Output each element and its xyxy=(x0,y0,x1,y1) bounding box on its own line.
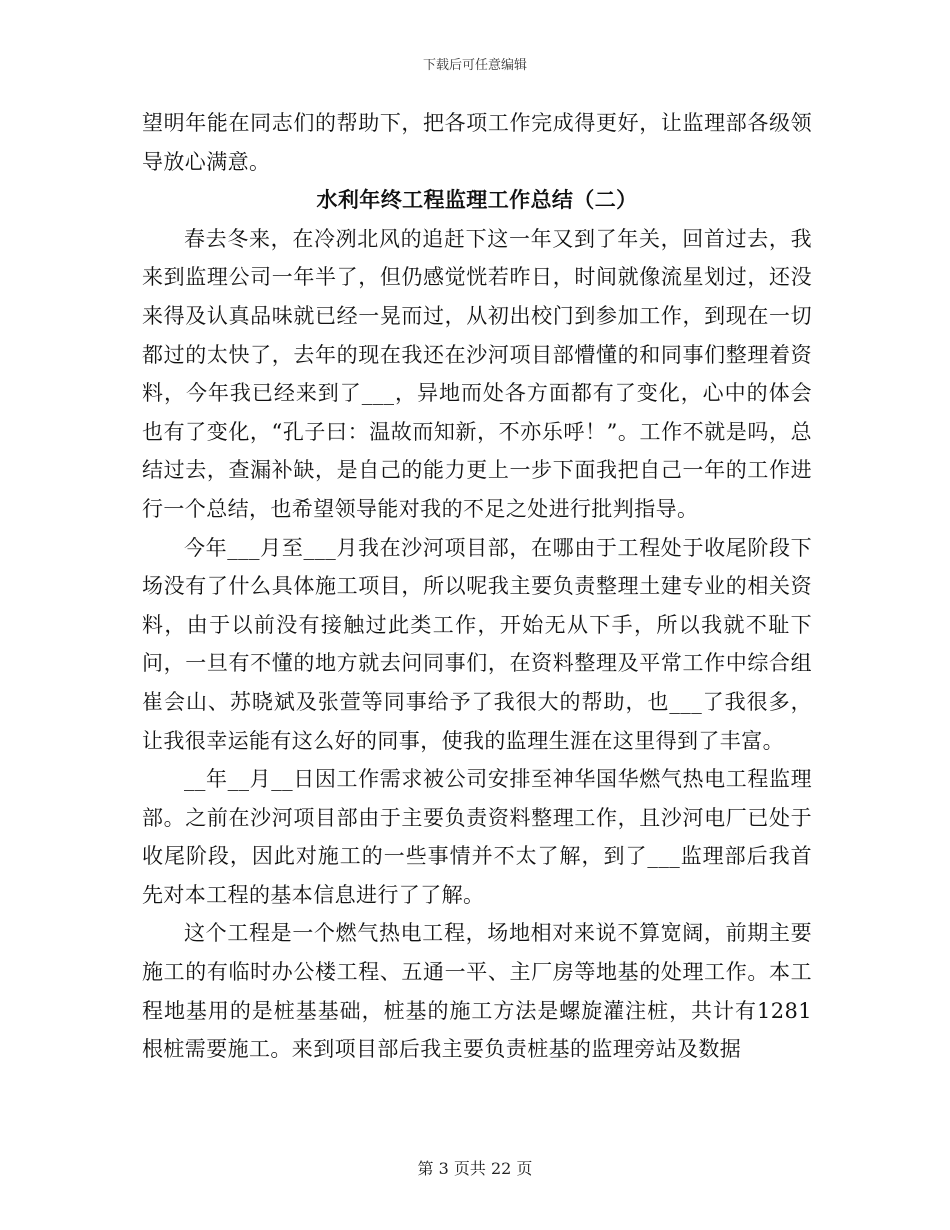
page-footer: 第 3 页共 22 页 xyxy=(417,1159,533,1178)
paragraph-shahe: 今年___月至___月我在沙河项目部，在哪由于工程处于收尾阶段下场没有了什么具体施工项目，所以呢我主要负责整理土建专业的相关资料，由于以前没有接触过此类工作，开始无从下手，所以我就不耻下问，一旦有不懂的地方就去问同事们，在资料整理及平常工作中综合组崔会山、苏晓斌及张萱等同事给予了我很大的帮助，也___了我很多，让我很幸运能有这么好的同事，使我的监理生涯在这里得到了丰富。 xyxy=(142,535,812,753)
page-header: 下载后可任意编辑 xyxy=(422,58,527,73)
paragraph-intro: 春去冬来，在冷冽北风的追赶下这一年又到了年关，回首过去，我来到监理公司一年半了，但仍感觉恍若昨日，时间就像流星划过，还没来得及认真品味就已经一晃而过，从初出校门到参加工作，到现在一切都过的太快了，去年的现在我还在沙河项目部懵懂的和同事们整理着资料，今年我已经来到了___，异地而处各方面都有了变化，心中的体会也有了变化，“孔子曰：温故而知新，不亦乐呼！”。工作不就是吗，总结过去，查漏补缺，是自己的能力更上一步下面我把自己一年的工作进行一个总结，也希望领导能对我的不足之处进行批判指导。 xyxy=(142,226,812,521)
paragraph-project: 这个工程是一个燃气热电工程，场地相对来说不算宽阔，前期主要施工的有临时办公楼工程、五通一平、主厂房等地基的处理工作。本工程地基用的是桩基基础，桩基的施工方法是螺旋灌注桩，共计有1281根桩需要施工。来到项目部后我主要负责桩基的监理旁站及数据 xyxy=(142,921,812,1062)
paragraph-continuation: 望明年能在同志们的帮助下，把各项工作完成得更好，让监理部各级领导放心满意。 xyxy=(142,111,812,174)
section-title: 水利年终工程监理工作总结（二） xyxy=(316,188,638,213)
paragraph-transfer: __年__月__日因工作需求被公司安排至神华国华燃气热电工程监理部。之前在沙河项目部由于主要负责资料整理工作，且沙河电厂已处于收尾阶段，因此对施工的一些事情并不太了解，到了___监理部后我首先对本工程的基本信息进行了了解。 xyxy=(142,767,812,907)
document-body xyxy=(142,104,812,1069)
